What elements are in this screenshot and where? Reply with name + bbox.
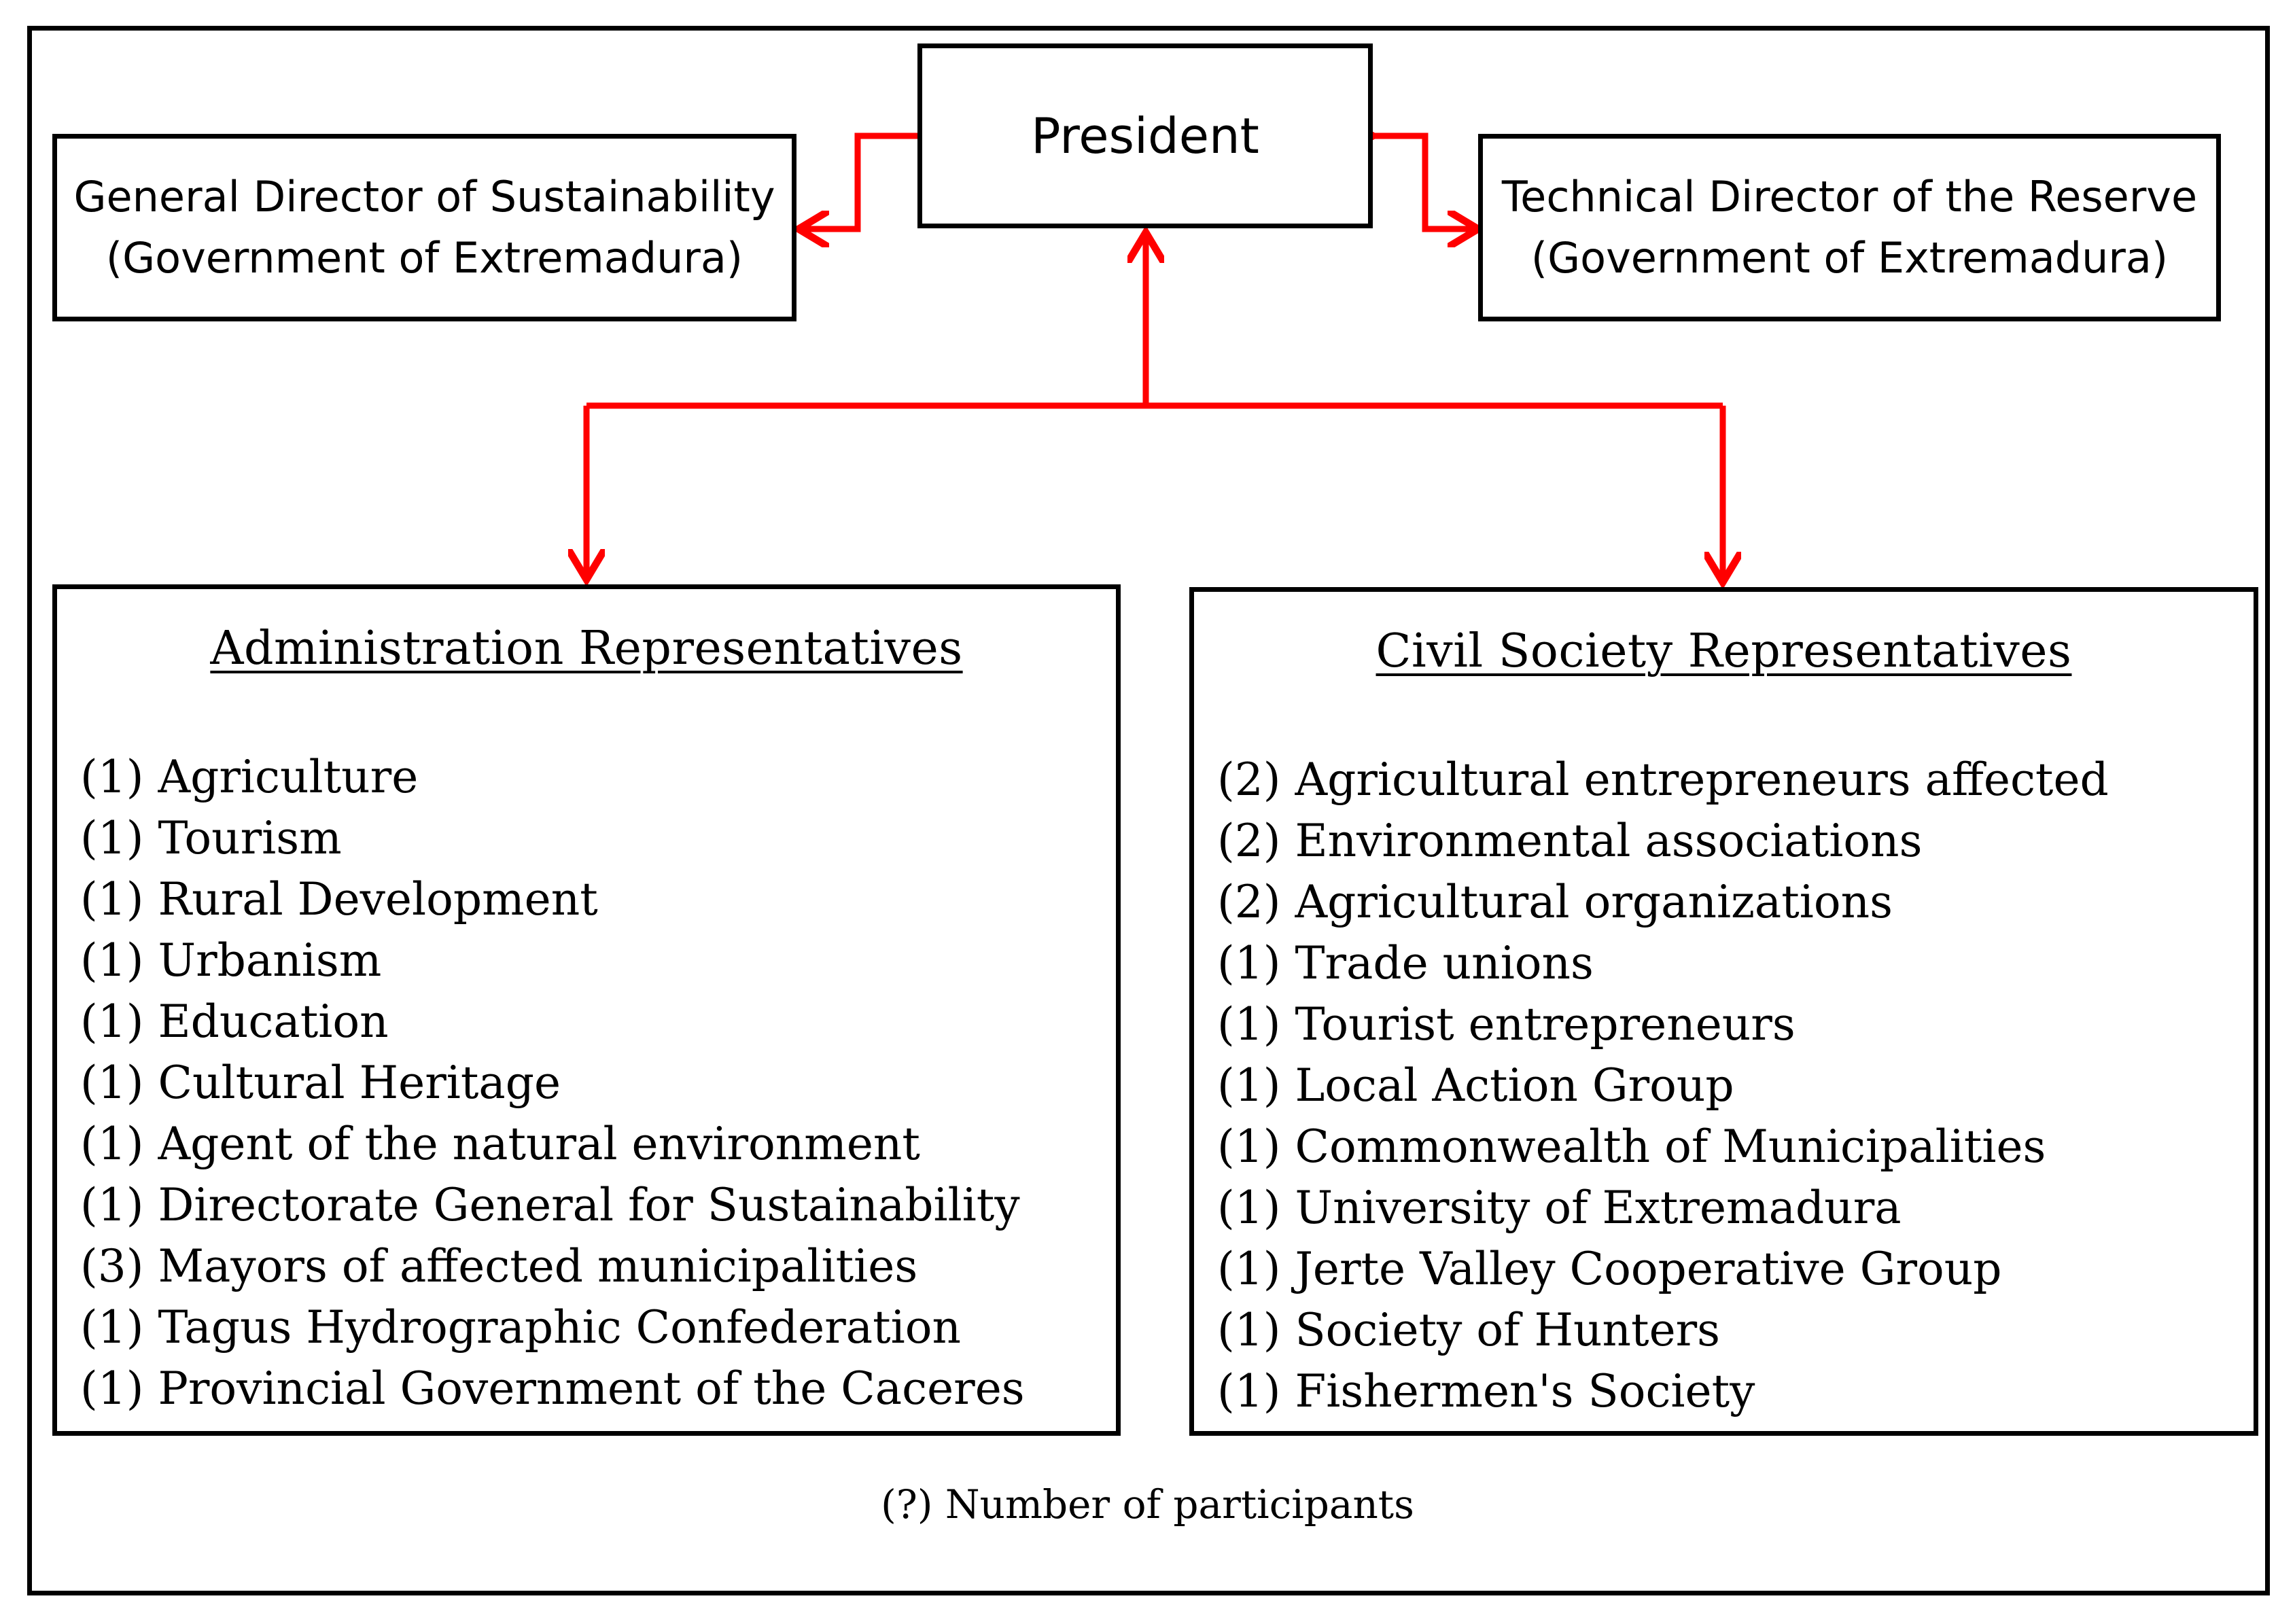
list-item: (2) Environmental associations (1217, 815, 1923, 867)
list-item: (1) Trade unions (1217, 937, 1594, 989)
list-item: (1) Directorate General for Sustainability (80, 1179, 1020, 1231)
list-item: (1) Urbanism (80, 934, 382, 987)
administration-panel (52, 584, 1121, 1436)
list-item: (1) Agent of the natural environment (80, 1118, 920, 1170)
list-item: (1) Provincial Government of the Caceres (80, 1362, 1025, 1415)
civil-society-heading: Civil Society Representatives (1376, 624, 2072, 678)
list-item: (1) Rural Development (80, 873, 598, 925)
list-item: (1) Tourism (80, 812, 342, 864)
civil-society-panel (1189, 587, 2258, 1436)
technical-director-box (1478, 134, 2221, 321)
administration-heading: Administration Representatives (210, 622, 963, 675)
list-item: (3) Mayors of affected municipalities (80, 1240, 918, 1292)
president-box (917, 43, 1373, 228)
general-director-box (52, 134, 796, 321)
list-item: (1) Local Action Group (1217, 1059, 1734, 1112)
list-item: (1) Tourist entrepreneurs (1217, 998, 1795, 1051)
general-director-label: General Director of Sustainability (73, 172, 775, 222)
list-item: (1) University of Extremadura (1217, 1182, 1902, 1234)
list-item: (1) Jerte Valley Cooperative Group (1217, 1243, 2002, 1295)
arrow-president-technical-director (1373, 136, 1478, 229)
list-item: (1) Tagus Hydrographic Confederation (80, 1301, 961, 1354)
list-item: (1) Fishermen's Society (1217, 1365, 1755, 1417)
technical-director-label: Technical Director of the Reserve (1501, 172, 2198, 222)
list-item: (1) Commonwealth of Municipalities (1217, 1120, 2046, 1173)
arrow-president-general-director (799, 136, 921, 229)
administration-list (80, 747, 1025, 1419)
list-item: (1) Agriculture (80, 751, 419, 803)
legend-note: (?) Number of participants (881, 1481, 1414, 1528)
list-item: (1) Society of Hunters (1217, 1304, 1721, 1356)
list-item: (2) Agricultural organizations (1217, 876, 1893, 928)
president-label: President (1031, 107, 1259, 164)
list-item: (1) Cultural Heritage (80, 1057, 561, 1109)
technical-director-affiliation: (Government of Extremadura) (1530, 233, 2169, 283)
general-director-affiliation: (Government of Extremadura) (105, 233, 743, 283)
civil-society-list (1217, 749, 2109, 1422)
list-item: (1) Education (80, 995, 389, 1048)
list-item: (2) Agricultural entrepreneurs affected (1217, 754, 2109, 806)
